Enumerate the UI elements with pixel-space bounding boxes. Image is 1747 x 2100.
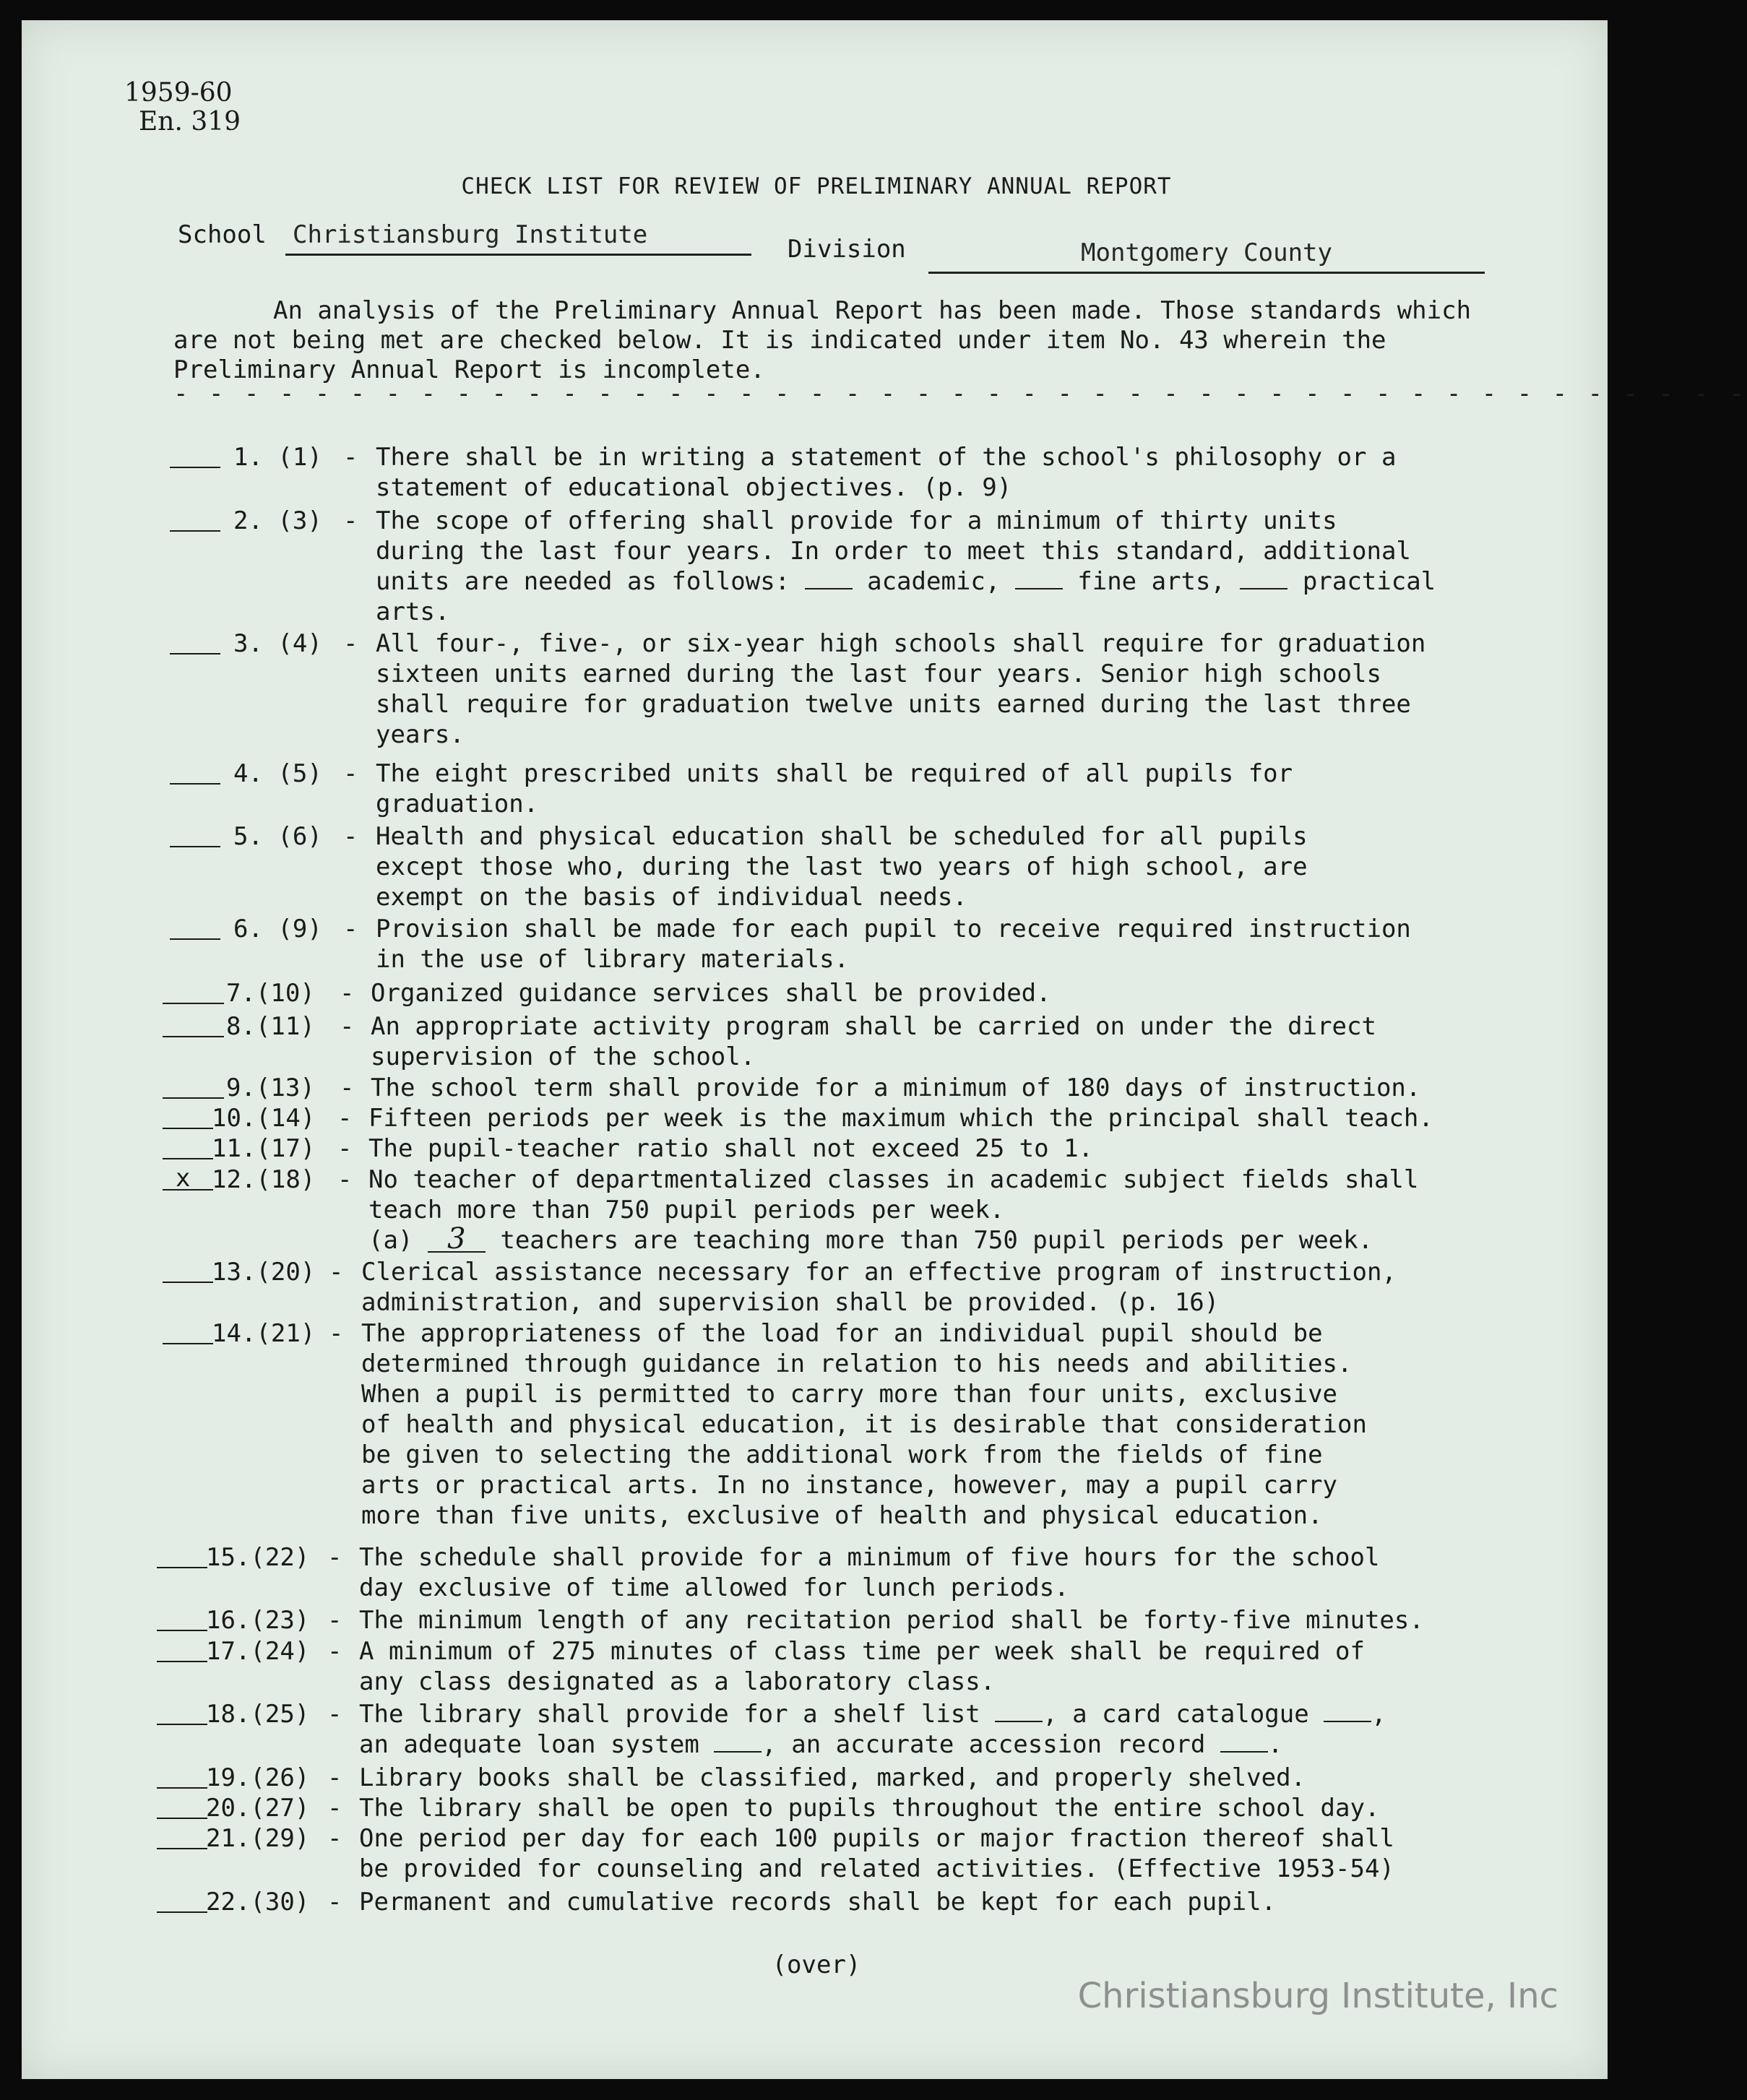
handwritten-en-number: En. 319 <box>139 107 241 137</box>
check-blank[interactable] <box>163 1282 213 1283</box>
intro-paragraph: An analysis of the Preliminary Annual Report has been made. Those standards which are not being met are checked below. It is indicated under item No. 43 wherein the Preliminary Annual Report is incomplete. <box>173 296 1472 384</box>
check-blank[interactable] <box>163 1036 224 1037</box>
item-text: There shall be in writing a statement of the school's philosophy or a statement of educational objectives. (p. 9) <box>376 443 1397 502</box>
item-text: Permanent and cumulative records shall be kept for each pupil. <box>359 1888 1277 1917</box>
check-blank[interactable] <box>170 938 220 940</box>
watermark-text: Christiansburg Institute, Inc <box>1077 1976 1558 2016</box>
card-catalogue-blank[interactable] <box>1324 1699 1371 1722</box>
check-blank[interactable] <box>157 1567 207 1568</box>
check-blank[interactable] <box>170 783 220 785</box>
academic-blank[interactable] <box>805 566 853 589</box>
check-blank[interactable] <box>157 1787 207 1789</box>
page-title: CHECK LIST FOR REVIEW OF PRELIMINARY ANNUAL REPORT <box>461 173 1172 199</box>
school-label: School <box>178 220 267 249</box>
item-text: The schedule shall provide for a minimum of five hours for the school day exclusive of time allowed for lunch periods. <box>359 1543 1380 1602</box>
check-mark: x <box>176 1164 191 1193</box>
item-text: The appropriateness of the load for an individual pupil should be determined through guidance in relation to his needs and abilities. When a pupil is permitted to carry more than four units, exclusive of health and physical education, it is desirable that consideration be given to selecting the additional work from the fields of fine arts or practical arts. In no instance, however, may a pupil carry more than five units, exclusive of health and physical education. <box>361 1319 1367 1530</box>
item-text: The eight prescribed units shall be required of all pupils for graduation. <box>376 759 1293 818</box>
item-text: The library shall be open to pupils throughout the entire school day. <box>359 1794 1380 1823</box>
item-text: An appropriate activity program shall be carried on under the direct supervision of the school. <box>371 1012 1376 1071</box>
item-text: Clerical assistance necessary for an effective program of instruction, administration, and supervision shall be provided. (p. 16) <box>361 1258 1397 1317</box>
item-text: Organized guidance services shall be provided. <box>371 979 1051 1008</box>
check-blank[interactable] <box>157 1661 207 1662</box>
separator-line: - - - - - - - - - - - - - - - - - - - - - - - - - - - - - - - - - - - - - - - - - - - - - <box>173 379 1747 408</box>
check-blank[interactable] <box>157 1818 207 1819</box>
handwritten-year: 1959-60 <box>124 78 233 108</box>
check-blank[interactable] <box>170 846 220 847</box>
check-blank[interactable] <box>170 467 220 468</box>
item-text: One period per day for each 100 pupils or major fraction thereof shall be provided for counseling and related activities. (Effective 1953-54) <box>359 1824 1394 1883</box>
check-blank[interactable] <box>163 1128 213 1129</box>
check-blank[interactable] <box>163 1097 224 1099</box>
loan-system-blank[interactable] <box>714 1729 762 1753</box>
check-blank[interactable] <box>157 1911 207 1913</box>
accession-record-blank[interactable] <box>1220 1729 1268 1753</box>
check-blank[interactable] <box>170 530 220 532</box>
item-text: The school term shall provide for a minimum of 180 days of instruction. <box>371 1073 1421 1102</box>
check-blank[interactable] <box>157 1630 207 1631</box>
check-blank[interactable] <box>170 653 220 654</box>
division-value: Montgomery County <box>928 238 1485 274</box>
item-text: Provision shall be made for each pupil to receive required instruction in the use of library materials. <box>376 915 1411 974</box>
item-text: A minimum of 275 minutes of class time per week shall be required of any class designated as a laboratory class. <box>359 1637 1365 1696</box>
page-footer: (over) <box>772 1950 861 1979</box>
school-value: Christiansburg Institute <box>285 220 751 256</box>
item-text: The scope of offering shall provide for a minimum of thirty units during the last four years. In order to meet this standard, additional units are needed as follows: academic, fine arts, practical arts. <box>376 506 1436 626</box>
item-text: The minimum length of any recitation period shall be forty-five minutes. <box>359 1606 1424 1635</box>
item-text: The library shall provide for a shelf list , a card catalogue , an adequate loan system , an accurate accession record . <box>359 1700 1386 1759</box>
item-text: No teacher of departmentalized classes in academic subject fields shall teach more than 750 pupil periods per week. (a) 3 teachers are teaching more than 750 pupil periods per week. <box>368 1165 1419 1256</box>
check-blank[interactable] <box>157 1724 207 1725</box>
division-label: Division <box>788 235 906 264</box>
check-blank[interactable] <box>157 1848 207 1849</box>
item-text: The pupil-teacher ratio shall not exceed 25 to 1. <box>368 1134 1094 1163</box>
item-text: All four-, five-, or six-year high schools shall require for graduation sixteen units earned during the last four years. Senior high schools shall require for graduation twelve units earned during the last three years. <box>376 629 1426 749</box>
check-blank[interactable] <box>163 1343 213 1344</box>
shelf-list-blank[interactable] <box>995 1699 1043 1722</box>
item-text: Fifteen periods per week is the maximum which the principal shall teach. <box>368 1104 1433 1133</box>
practical-arts-blank[interactable] <box>1240 566 1287 589</box>
fine-arts-blank[interactable] <box>1015 566 1063 589</box>
teacher-count-value: 3 <box>428 1227 486 1253</box>
check-blank[interactable] <box>163 1003 224 1004</box>
item-text: Health and physical education shall be scheduled for all pupils except those who, during the last two years of high school, are exempt on the basis of individual needs. <box>376 822 1308 912</box>
item-text: Library books shall be classified, marked, and properly shelved. <box>359 1763 1306 1792</box>
check-blank[interactable] <box>163 1158 213 1159</box>
